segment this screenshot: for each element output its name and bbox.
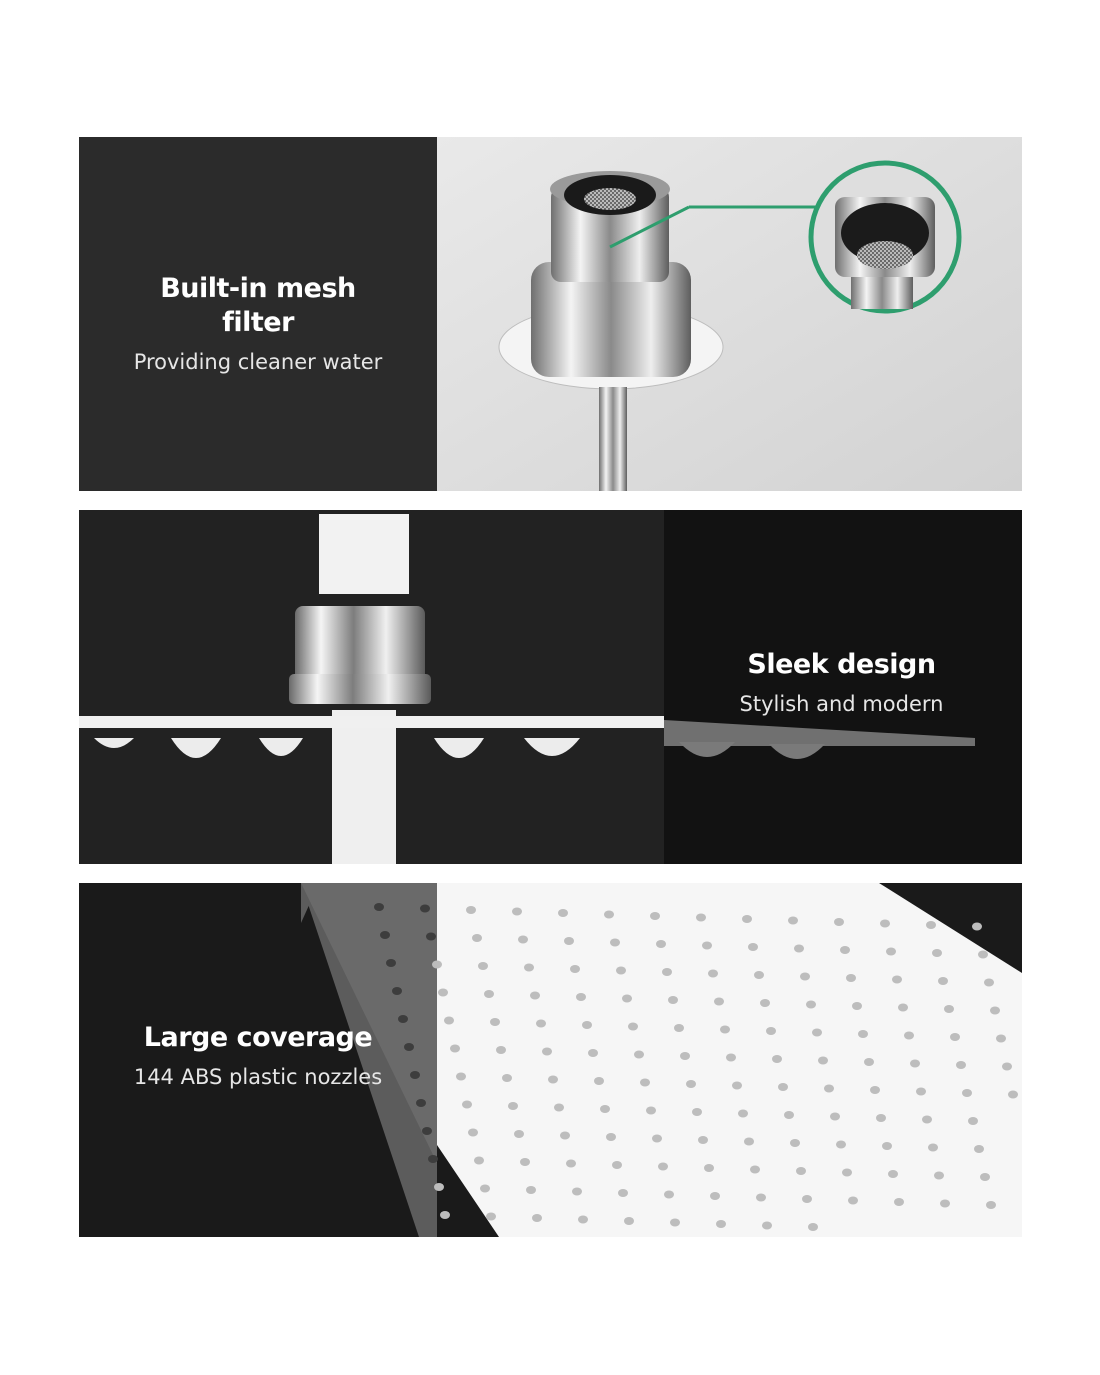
nozzle — [996, 1035, 1006, 1043]
nozzle — [496, 1046, 506, 1054]
nozzle — [754, 971, 764, 979]
nozzle — [410, 1071, 420, 1079]
nozzle — [882, 1142, 892, 1150]
nozzle — [520, 1158, 530, 1166]
nozzle — [750, 1166, 760, 1174]
nozzle — [518, 936, 528, 944]
nozzle — [462, 1101, 472, 1109]
nozzle — [980, 1173, 990, 1181]
nozzle — [790, 1139, 800, 1147]
nozzle — [440, 1211, 450, 1219]
nozzle — [806, 1001, 816, 1009]
nozzle — [432, 961, 442, 969]
nozzle — [714, 998, 724, 1006]
nozzle — [634, 1051, 644, 1059]
nozzle — [710, 1192, 720, 1200]
nozzle — [708, 970, 718, 978]
nozzle — [646, 1107, 656, 1115]
nozzle — [802, 1195, 812, 1203]
nozzle — [662, 968, 672, 976]
nozzle — [788, 917, 798, 925]
nozzle — [502, 1074, 512, 1082]
nozzle — [738, 1110, 748, 1118]
nozzle — [836, 1141, 846, 1149]
nozzle — [910, 1060, 920, 1068]
nozzle — [742, 915, 752, 923]
nozzle — [622, 995, 632, 1003]
nozzle — [876, 1114, 886, 1122]
nozzle — [748, 943, 758, 951]
nozzle — [444, 1017, 454, 1025]
nozzle — [732, 1082, 742, 1090]
nozzle — [840, 946, 850, 954]
nozzle — [870, 1086, 880, 1094]
nozzle — [468, 1129, 478, 1137]
nozzle — [594, 1077, 604, 1085]
nozzle — [422, 1127, 432, 1135]
nozzle — [566, 1160, 576, 1168]
nozzle — [466, 906, 476, 914]
nozzle — [548, 1076, 558, 1084]
nozzle — [972, 923, 982, 931]
nozzle — [726, 1054, 736, 1062]
nozzle — [530, 992, 540, 1000]
nozzle — [680, 1052, 690, 1060]
nozzle — [692, 1108, 702, 1116]
nozzle — [588, 1049, 598, 1057]
nozzle — [612, 1161, 622, 1169]
nozzle — [392, 987, 402, 995]
nozzle — [846, 974, 856, 982]
nozzle — [564, 937, 574, 945]
nozzle — [670, 1219, 680, 1227]
nozzle — [796, 1167, 806, 1175]
nozzle — [640, 1079, 650, 1087]
nozzle — [524, 964, 534, 972]
nozzle — [968, 1117, 978, 1125]
nozzle — [984, 979, 994, 987]
nozzle — [560, 1132, 570, 1140]
nozzle — [940, 1200, 950, 1208]
nozzle — [904, 1032, 914, 1040]
nozzle — [570, 965, 580, 973]
feature-panel-large-coverage — [79, 883, 1022, 1237]
nozzle — [898, 1004, 908, 1012]
nozzle — [974, 1145, 984, 1153]
feature-subtitle: Stylish and modern — [739, 692, 944, 716]
nozzle — [696, 914, 706, 922]
feature-panel-sleek-design — [79, 510, 1022, 864]
nozzle — [778, 1083, 788, 1091]
nozzle — [892, 976, 902, 984]
nozzle — [698, 1136, 708, 1144]
nozzle — [686, 1080, 696, 1088]
nozzle — [772, 1055, 782, 1063]
nozzle — [542, 1048, 552, 1056]
feature-title: Sleek design — [747, 649, 936, 680]
nozzle — [880, 920, 890, 928]
nozzle — [656, 940, 666, 948]
nozzle — [766, 1027, 776, 1035]
nozzle — [744, 1138, 754, 1146]
nozzle — [624, 1217, 634, 1225]
nozzle — [508, 1102, 518, 1110]
nozzle — [554, 1104, 564, 1112]
nozzle — [658, 1163, 668, 1171]
nozzle — [812, 1029, 822, 1037]
nozzle — [794, 945, 804, 953]
nozzle — [664, 1191, 674, 1199]
nozzle — [536, 1020, 546, 1028]
nozzle — [386, 959, 396, 967]
nozzle — [652, 1135, 662, 1143]
feature-title: Large coverage — [143, 1022, 373, 1053]
nozzle — [450, 1045, 460, 1053]
nozzle — [990, 1007, 1000, 1015]
nozzle — [374, 903, 384, 911]
nozzle — [702, 942, 712, 950]
nozzle — [824, 1085, 834, 1093]
nozzle — [1008, 1091, 1018, 1099]
nozzle — [650, 912, 660, 920]
nozzle — [572, 1188, 582, 1196]
nozzle — [604, 911, 614, 919]
nozzle — [674, 1024, 684, 1032]
nozzle — [720, 1026, 730, 1034]
nozzle — [800, 973, 810, 981]
nozzle — [928, 1144, 938, 1152]
nozzle — [558, 909, 568, 917]
nozzle — [760, 999, 770, 1007]
nozzle — [380, 931, 390, 939]
nozzle — [512, 908, 522, 916]
nozzle — [934, 1172, 944, 1180]
nozzle — [704, 1164, 714, 1172]
nozzle — [416, 1099, 426, 1107]
nozzle — [950, 1033, 960, 1041]
nozzle — [978, 951, 988, 959]
nozzle — [526, 1186, 536, 1194]
nozzle — [474, 1157, 484, 1165]
nozzle — [926, 921, 936, 929]
feature-panel-mesh-filter — [79, 137, 1022, 491]
nozzle — [938, 977, 948, 985]
nozzle — [606, 1133, 616, 1141]
nozzle — [438, 989, 448, 997]
nozzle — [472, 934, 482, 942]
nozzle — [916, 1088, 926, 1096]
nozzle — [628, 1023, 638, 1031]
nozzle — [818, 1057, 828, 1065]
nozzle — [420, 905, 430, 913]
nozzle — [514, 1130, 524, 1138]
nozzle — [578, 1216, 588, 1224]
nozzle — [834, 918, 844, 926]
nozzle — [426, 933, 436, 941]
nozzle — [716, 1220, 726, 1228]
nozzle — [478, 962, 488, 970]
nozzle — [618, 1189, 628, 1197]
nozzle — [756, 1194, 766, 1202]
nozzle — [944, 1005, 954, 1013]
nozzle — [576, 993, 586, 1001]
nozzle — [600, 1105, 610, 1113]
nozzle — [886, 948, 896, 956]
feature-subtitle: 144 ABS plastic nozzles — [133, 1065, 383, 1089]
nozzle — [486, 1213, 496, 1221]
nozzle — [610, 939, 620, 947]
nozzle — [842, 1169, 852, 1177]
nozzle — [858, 1030, 868, 1038]
nozzle — [962, 1089, 972, 1097]
nozzle — [956, 1061, 966, 1069]
nozzle — [532, 1214, 542, 1222]
nozzle — [582, 1021, 592, 1029]
nozzle — [830, 1113, 840, 1121]
nozzle — [848, 1197, 858, 1205]
nozzle — [986, 1201, 996, 1209]
nozzle — [398, 1015, 408, 1023]
nozzle — [888, 1170, 898, 1178]
nozzle — [428, 1155, 438, 1163]
nozzle — [932, 949, 942, 957]
nozzle — [490, 1018, 500, 1026]
nozzle — [434, 1183, 444, 1191]
feature-title: Built-in mesh filter — [160, 273, 356, 338]
nozzle — [922, 1116, 932, 1124]
nozzle — [480, 1185, 490, 1193]
nozzle — [894, 1198, 904, 1206]
nozzle — [864, 1058, 874, 1066]
nozzle — [484, 990, 494, 998]
nozzle — [762, 1222, 772, 1230]
nozzle — [616, 967, 626, 975]
nozzle — [1002, 1063, 1012, 1071]
nozzle — [404, 1043, 414, 1051]
nozzle — [808, 1223, 818, 1231]
feature-subtitle: Providing cleaner water — [133, 350, 383, 374]
nozzle — [456, 1073, 466, 1081]
nozzle — [784, 1111, 794, 1119]
nozzle — [852, 1002, 862, 1010]
nozzle — [668, 996, 678, 1004]
